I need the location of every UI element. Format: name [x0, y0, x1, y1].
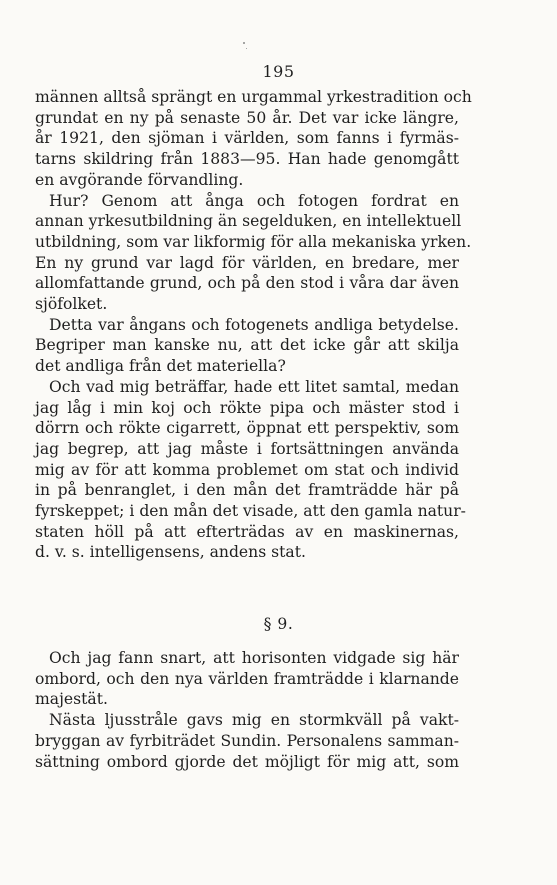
text-line: in på benranglet, i den mån det framträdde här på	[35, 481, 459, 500]
text-line: år 1921, den sjöman i världen, som fanns i fyrmäs-	[35, 129, 459, 148]
text-line: annan yrkesutbildning än segelduken, en intellektuell	[35, 212, 462, 231]
text-line: utbildning, som var likformig för alla mekaniska yrken.	[35, 232, 472, 251]
text-line: Detta var ångans och fotogenets andliga betydelse.	[49, 315, 459, 334]
text-line: det andliga från det materiella?	[35, 357, 286, 376]
text-line: Och vad mig beträffar, hade ett litet samtal, medan	[49, 377, 459, 396]
text-line: jag låg i min koj och rökte pipa och mäster stod i	[35, 398, 459, 417]
text-line: grundat en ny på senaste 50 år. Det var icke längre,	[35, 108, 459, 127]
text-line: ombord, och den nya världen framträdde i klarnande	[35, 669, 459, 688]
text-line: fyrskeppet; i den mån det visade, att den gamla natur-	[35, 502, 466, 521]
text-line: mig av för att komma problemet om stat och individ	[35, 460, 459, 479]
text-line: tarns skildring från 1883—95. Han hade genomgått	[35, 150, 459, 169]
text-line: sättning ombord gjorde det möjligt för mig att, som	[35, 752, 459, 771]
text-line: En ny grund var lagd för världen, en bredare, mer	[35, 253, 459, 272]
text-line: en avgörande förvandling.	[35, 170, 244, 189]
text-line: majestät.	[35, 690, 108, 709]
text-line: sjöfolket.	[35, 295, 108, 314]
section-heading: § 9.	[263, 615, 294, 633]
text-line: Begriper man kanske nu, att det icke går att skilja	[35, 336, 459, 355]
text-line: Och jag fann snart, att horisonten vidgade sig här	[49, 649, 459, 667]
text-line: staten höll på att efterträdas av en maskinernas,	[35, 522, 459, 541]
body-text-before-section	[35, 87, 472, 563]
page-number: 195	[262, 62, 295, 81]
text-line: d. v. s. intelligensens, andens stat.	[35, 543, 306, 562]
text-line: bryggan av fyrbiträdet Sundin. Personalens samman-	[35, 731, 459, 750]
body-text-after-section	[35, 648, 459, 772]
text-line: Hur? Genom att ånga och fotogen fordrat en	[49, 191, 459, 210]
text-line: allomfattande grund, och på den stod i våra dar även	[35, 274, 459, 293]
text-line: dörrn och rökte cigarrett, öppnat ett perspektiv, som	[35, 419, 459, 438]
paper-speck	[246, 48, 247, 49]
paper-speck	[243, 42, 245, 44]
text-line: Nästa ljusstråle gavs mig en stormkväll på vakt-	[49, 711, 459, 730]
text-line: jag begrep, att jag måste i fortsättningen använda	[35, 439, 459, 458]
text-line: männen alltså sprängt en urgammal yrkestradition och	[35, 88, 472, 106]
